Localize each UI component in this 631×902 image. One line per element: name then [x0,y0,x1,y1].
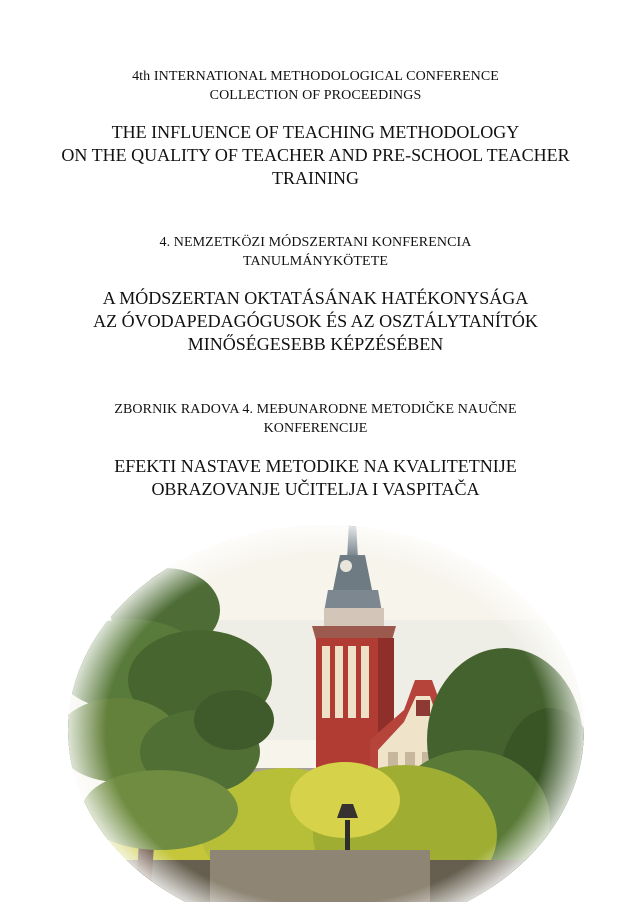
serbian-conference-line-2: KONFERENCIJE [263,421,368,436]
hungarian-conference-heading [0,233,631,271]
serbian-conference-line-1: ZBORNIK RADOVA 4. MEĐUNARODNE METODIČKE NAUČNE [114,402,517,417]
street-lamp [337,804,358,902]
serbian-title-line-2: OBRAZOVANJE UČITELJA I VASPITAČA [151,479,480,499]
english-conference-line-1: 4th INTERNATIONAL METHODOLOGICAL CONFERENCE [132,69,499,84]
english-title-line-2: ON THE QUALITY OF TEACHER AND PRE-SCHOOL TEACHER [61,145,570,165]
hungarian-title-line-3: MINŐSÉGESEBB KÉPZÉSÉBEN [187,334,444,354]
city-hall-tower [312,500,396,788]
yellow-foliage [65,762,497,902]
english-title-line-3: TRAINING [272,168,359,188]
serbian-title-line-1: EFEKTI NASTAVE METODIKE NA KVALITETNIJE [114,456,517,476]
english-conference-heading [0,67,631,105]
serbian-conference-heading [0,400,631,438]
hungarian-conference-line-2: TANULMÁNYKÖTETE [242,254,389,269]
red-gable-building [370,680,470,790]
english-title-line-1: THE INFLUENCE OF TEACHING METHODOLOGY [111,122,520,142]
right-tree-cluster [390,648,602,890]
hungarian-title-line-2: AZ ÓVODAPEDAGÓGUSOK ÉS AZ OSZTÁLYTANÍTÓK [93,311,538,331]
english-conference-line-2: COLLECTION OF PROCEEDINGS [209,88,422,103]
serbian-title [0,455,631,501]
sky-background [60,520,600,902]
english-title [0,121,631,190]
hungarian-conference-line-1: 4. NEMZETKÖZI MÓDSZERTANI KONFERENCIA [159,235,472,250]
left-pine-tree [55,560,274,900]
hungarian-title-line-1: A MÓDSZERTAN OKTATÁSÁNAK HATÉKONYSÁGA [102,288,529,308]
hungarian-title [0,287,631,356]
